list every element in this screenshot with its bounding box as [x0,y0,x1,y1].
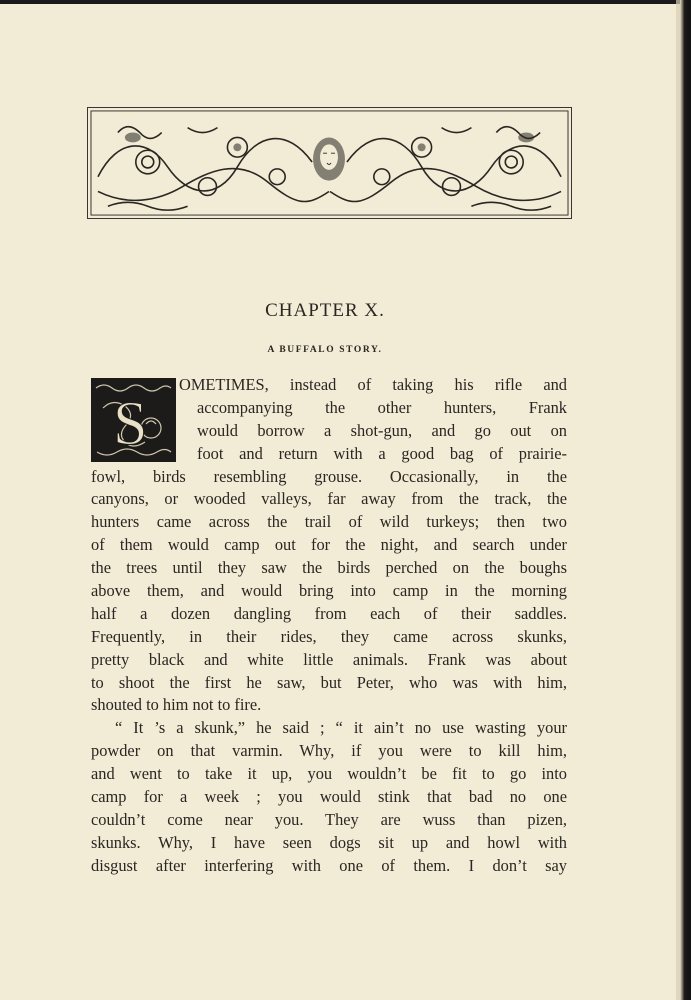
chapter-subtitle: A BUFFALO STORY. [267,345,383,355]
page-top-edge [0,0,691,4]
text-line: couldn’t come near you. They are wuss than pizen, [91,809,567,829]
ornament-icon [88,108,571,218]
text-line: hunters came across the trail of wild turkeys; then two [91,512,567,532]
text-line: to shoot the first he saw, but Peter, who was with him, [91,672,567,692]
header-ornament [87,107,572,219]
text-line: Frequently, in their rides, they came across skunks, [91,626,567,646]
text-line: shouted to him not to fire. [91,695,262,715]
text-line: half a dozen dangling from each of their saddles. [91,603,567,623]
text-line: accompanying the other hunters, Frank [197,397,567,417]
text-line: foot and return with a good bag of prairie- [197,443,567,463]
text-line: skunks. Why, I have seen dogs sit up and howl with [91,832,567,852]
page-binding-edge [680,0,691,1000]
text-line: would borrow a shot-gun, and go out on [197,420,567,440]
text-line: above them, and would bring into camp in the morning [91,581,567,601]
text-line: fowl, birds resembling grouse. Occasionally, in the [91,466,567,486]
text-line: canyons, or wooded valleys, far away from the track, the [91,489,567,509]
text-line: camp for a week ; you would stink that bad no one [91,787,567,807]
text-line: and went to take it up, you wouldn’t be fit to go into [91,764,567,784]
chapter-title: CHAPTER X. [265,300,385,321]
text-line: “ It ’s a skunk,” he said ; “ it ain’t no use wasting your [115,718,567,738]
body-text [91,374,567,878]
text-line: powder on that varmin. Why, if you were to kill him, [91,741,567,761]
text-line: of them would camp out for the night, and search under [91,535,567,555]
drop-cap-letter: S [113,390,148,458]
text-line: the trees until they saw the birds perched on the boughs [91,558,567,578]
text-line: OMETIMES, instead of taking his rifle and [179,375,567,394]
text-line: disgust after interfering with one of them. I don’t say [91,855,567,875]
text-line: pretty black and white little animals. Frank was about [91,649,567,669]
